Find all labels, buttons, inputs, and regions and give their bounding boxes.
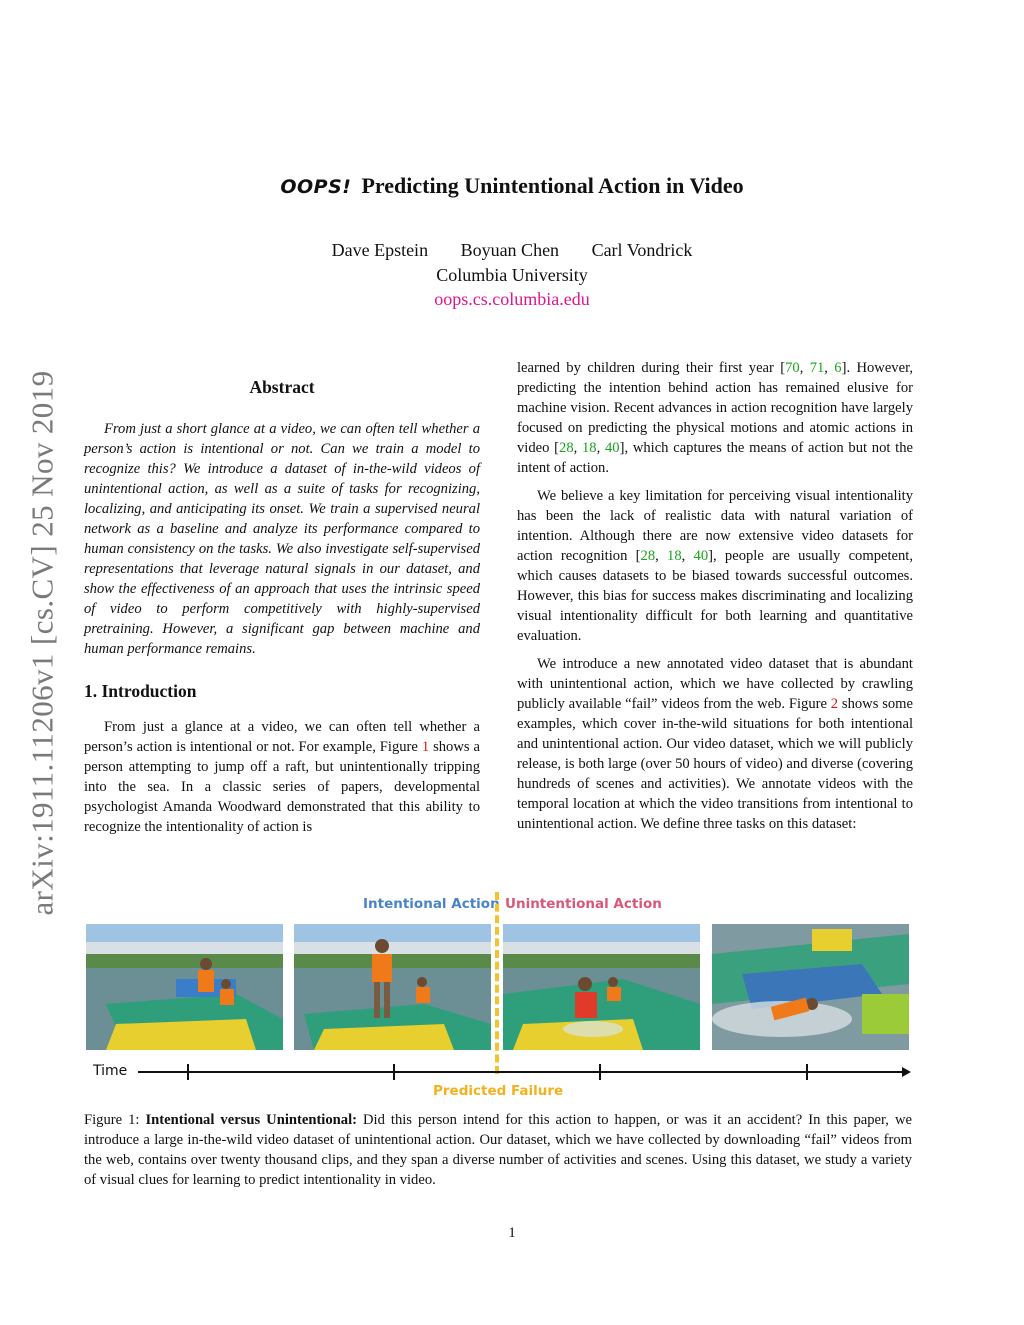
- predicted-failure-marker: [495, 892, 499, 1074]
- figure-caption: [84, 1110, 912, 1190]
- abstract-heading: Abstract: [249, 377, 315, 397]
- page-number: 1: [508, 1225, 516, 1241]
- right-column: [517, 358, 913, 834]
- figure-ref-link[interactable]: 2: [830, 696, 839, 712]
- author: Boyuan Chen: [460, 240, 560, 260]
- left-column: [84, 372, 480, 837]
- video-frame: [86, 924, 283, 1050]
- citation-link[interactable]: 28: [559, 440, 574, 456]
- citation-link[interactable]: 40: [693, 548, 709, 564]
- paragraph-text: ], people are usually competent, which causes datasets to be biased towards successful outcomes. However, this bias for success makes discriminating and localizing visual intentionality difficult for both learning and quantitative evaluation.: [517, 548, 914, 644]
- paragraph: [517, 654, 913, 834]
- citation-link[interactable]: 6: [834, 360, 842, 376]
- paragraph: We believe a key limitation for perceiving visual intentionality has been the lack of realistic data with natural variation of intention. Although there are now extensive video datasets for action recognition [28, 18, 40], people are usually competent, which causes datasets to be biased towards successful outcomes. However, this bias for success makes discriminating and localizing visual intentionality difficult for both learning and quantitative evaluation.: [517, 488, 914, 644]
- paragraph-text: We believe a key limitation for perceiving visual intentionality has been the lack of realistic data with natural variation of intention. Although there are now extensive video datasets for action recognition [: [517, 488, 913, 564]
- citation-link[interactable]: 40: [604, 440, 620, 456]
- caption-text: Did this person intend for this action to happen, or was it an accident? In this paper, we introduce a large in-the-wild video dataset of unintentional action. Our dataset, which we have collected by downloading “fail” videos from the web, contains over twenty thousand clips, and they span a diverse number of activities and scenes. Using this dataset, we study a variety of visual clues for learning to predict intentionality in video.: [84, 1112, 912, 1188]
- paper-title: [0, 173, 1024, 199]
- oops-logo: OOPS!: [280, 176, 352, 198]
- paragraph: learned by children during their first year [70, 71, 6]. However, predicting the intention behind action has remained elusive for machine vision. Recent advances in action recognition have largely focused on predicting the physical motions and atomic actions in video [28, 18, 40], which captures the means of action but not the intent of action.: [517, 360, 914, 476]
- video-frame: [294, 924, 491, 1050]
- citation-link[interactable]: 28: [640, 548, 656, 564]
- arxiv-stamp: [22, 345, 62, 940]
- intro-text: From just a glance at a video, we can often tell whether a person’s action is intentional or not. For example, Figure: [84, 719, 480, 755]
- citation-link[interactable]: 18: [582, 440, 597, 456]
- figure-ref-link[interactable]: 1: [421, 739, 430, 755]
- video-frame: [712, 924, 909, 1050]
- video-frame: [503, 924, 700, 1050]
- unintentional-action-label: Unintentional Action: [505, 896, 662, 912]
- author: Carl Vondrick: [591, 240, 693, 260]
- author: Dave Epstein: [331, 240, 429, 260]
- paragraph-text: ]. However, predicting the intention behind action has remained elusive for machine vision. Recent advances in action recognition have largely focused on predicting the physical motions and atomic actions in video [: [517, 360, 913, 456]
- affiliation: Columbia University: [436, 265, 588, 285]
- citation-link[interactable]: 18: [667, 548, 682, 564]
- paragraph-text: We introduce a new annotated video dataset that is abundant with unintentional action, which we have collected by crawling publicly available “fail” videos from the web. Figure: [517, 656, 913, 712]
- caption-title: Intentional versus Unintentional:: [145, 1112, 357, 1128]
- intentional-action-label: Intentional Action: [363, 896, 500, 912]
- section-heading-introduction: 1. Introduction: [84, 681, 197, 701]
- caption-prefix: Figure 1:: [84, 1112, 146, 1128]
- title-text: Predicting Unintentional Action in Video: [361, 173, 744, 198]
- arxiv-id: arXiv:1911.11206v1 [cs.CV] 25 Nov 2019: [24, 369, 60, 916]
- intro-paragraph: [84, 717, 480, 837]
- paragraph-text: shows some examples, which cover in-the-wild situations for both intentional and unintentional action. Our video dataset, which we will publicly release, is both large (over 50 hours of video) and diverse (covering hundreds of scenes and activities). We annotate videos with the temporal location at which the video transitions from intentional to unintentional action. We define three tasks on this dataset:: [517, 696, 914, 832]
- abstract-body: From just a short glance at a video, we can often tell whether a person’s action is intentional or not. Can we train a model to recognize this? We introduce a dataset of in-the-wild videos of unintentional action, as well as a suite of tasks for recognizing, localizing, and anticipating its onset. We train a supervised neural network as a baseline and analyze its performance compared to human consistency on the tasks. We also investigate self-supervised representations that leverage natural signals in our dataset, and show the effectiveness of an approach that uses the intrinsic speed of video to perform competitively with highly-supervised pretraining. However, a significant gap between machine and human performance remains.: [84, 421, 480, 657]
- intro-text: shows a person attempting to jump off a raft, but unintentionally tripping into the sea. In a classic series of papers, developmental psychologist Amanda Woodward demonstrated that this ability to recognize the intentionality of action is: [84, 739, 480, 835]
- predicted-failure-label: Predicted Failure: [433, 1083, 564, 1099]
- time-axis-label: Time: [93, 1063, 128, 1079]
- citation-link[interactable]: 71: [809, 360, 825, 376]
- paragraph-text: ], which captures the means of action but not the intent of action.: [517, 440, 914, 476]
- timeline-axis: [138, 1060, 913, 1084]
- author-list: [0, 240, 1024, 261]
- citation-link[interactable]: 70: [785, 360, 800, 376]
- project-url-link[interactable]: oops.cs.columbia.edu: [434, 289, 590, 309]
- paragraph-text: learned by children during their first year [: [517, 360, 786, 376]
